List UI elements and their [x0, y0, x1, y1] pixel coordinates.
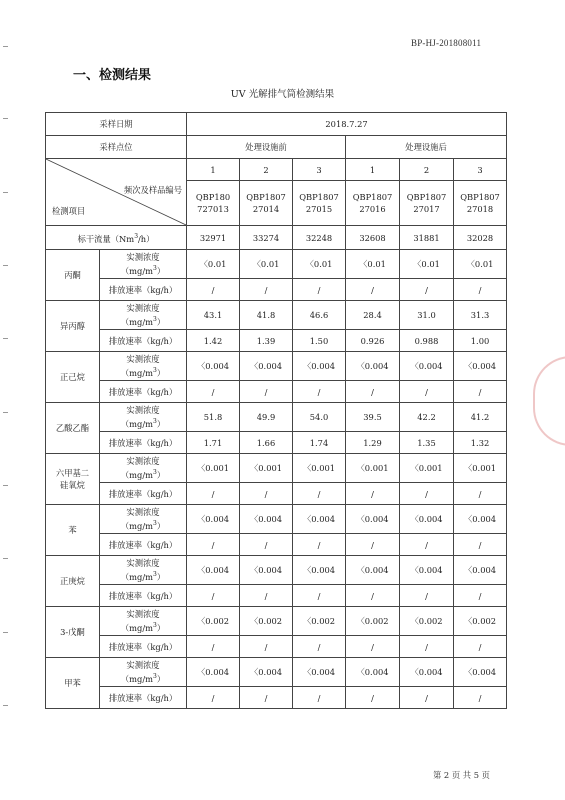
seal-stamp	[533, 356, 565, 446]
conc-label	[100, 352, 187, 381]
sampling-point-row	[46, 136, 507, 159]
table-title: UV 光解排气筒检测结果	[230, 89, 335, 100]
item-name	[46, 403, 100, 454]
conc-value: 51.8	[187, 403, 240, 432]
rate-value: /	[346, 636, 400, 658]
sampling-date-value: 2018.7.27	[187, 113, 507, 136]
conc-unit-sup: 3	[153, 469, 157, 477]
conc-value: 〈0.004	[454, 658, 507, 687]
rate-value: /	[293, 585, 346, 607]
conc-value: 〈0.004	[454, 352, 507, 381]
sampling-point-label: 采样点位	[46, 136, 187, 159]
conc-value: 〈0.01	[454, 250, 507, 279]
conc-value: 〈0.004	[346, 505, 400, 534]
conc-value: 〈0.002	[346, 607, 400, 636]
rate-value: /	[293, 279, 346, 301]
rate-label: 排放速率（kg/h）	[100, 432, 187, 454]
item-rate-row	[46, 534, 507, 556]
rate-value: /	[400, 687, 454, 709]
rate-value: /	[454, 585, 507, 607]
conc-unit: （mg/m	[120, 673, 153, 684]
conc-unit-sup: 3	[153, 418, 157, 426]
conc-value: 〈0.004	[293, 658, 346, 687]
item-rate-row	[46, 687, 507, 709]
conc-label-line2	[100, 467, 186, 481]
conc-label-line2	[100, 416, 186, 430]
rate-value: 0.988	[400, 330, 454, 352]
rate-value: /	[454, 483, 507, 505]
conc-value: 〈0.001	[187, 454, 240, 483]
rate-value: 1.66	[240, 432, 293, 454]
conc-value: 〈0.004	[187, 352, 240, 381]
conc-unit-sup: 3	[153, 265, 157, 273]
flow-value: 32608	[346, 226, 400, 250]
conc-label-line2	[100, 569, 186, 583]
item-rate-row	[46, 585, 507, 607]
conc-value: 〈0.001	[240, 454, 293, 483]
frequency-cell: 1	[187, 159, 240, 181]
conc-label	[100, 505, 187, 534]
item-conc-row	[46, 505, 507, 534]
conc-value: 〈0.004	[187, 505, 240, 534]
conc-value: 46.6	[293, 301, 346, 330]
item-name	[46, 607, 100, 658]
sample-id-line: QBP180	[195, 192, 231, 203]
item-conc-row	[46, 454, 507, 483]
rate-value: /	[293, 534, 346, 556]
conc-value: 39.5	[346, 403, 400, 432]
rate-value: /	[454, 687, 507, 709]
rate-value: /	[293, 483, 346, 505]
results-table	[45, 112, 507, 709]
conc-value: 41.8	[240, 301, 293, 330]
rate-value: /	[346, 687, 400, 709]
flow-value: 32971	[187, 226, 240, 250]
margin-tick	[3, 705, 8, 706]
conc-label-line1: 实测浓度	[126, 456, 160, 467]
conc-value: 〈0.004	[293, 352, 346, 381]
sample-id-line: QBP1807	[460, 192, 500, 203]
item-name	[46, 556, 100, 607]
document-id: BP-HJ-201808011	[411, 38, 482, 48]
item-conc-row	[46, 301, 507, 330]
conc-label	[100, 556, 187, 585]
margin-tick	[3, 485, 8, 486]
rate-value: 0.926	[346, 330, 400, 352]
rate-value: /	[454, 534, 507, 556]
item-name-line: 3-戊酮	[60, 627, 85, 637]
conc-unit-end: ）	[156, 367, 166, 378]
rate-value: /	[240, 483, 293, 505]
sample-id-cell	[346, 181, 400, 226]
item-name-line: 硅氧烷	[60, 480, 85, 490]
conc-unit-sup: 3	[153, 316, 157, 324]
conc-value: 〈0.004	[187, 556, 240, 585]
rate-value: /	[187, 381, 240, 403]
margin-tick	[3, 192, 8, 193]
conc-value: 31.0	[400, 301, 454, 330]
header-diagonal-cell	[46, 159, 187, 226]
item-name	[46, 250, 100, 301]
conc-value: 〈0.01	[240, 250, 293, 279]
conc-label-line1: 实测浓度	[126, 507, 160, 518]
conc-value: 〈0.002	[400, 607, 454, 636]
rate-value: /	[293, 636, 346, 658]
conc-value: 〈0.004	[240, 556, 293, 585]
rate-value: 1.35	[400, 432, 454, 454]
rate-label: 排放速率（kg/h）	[100, 636, 187, 658]
rate-value: /	[454, 279, 507, 301]
rate-label: 排放速率（kg/h）	[100, 534, 187, 556]
item-conc-row	[46, 607, 507, 636]
item-name-line: 正庚烷	[60, 576, 85, 586]
conc-value: 〈0.004	[346, 556, 400, 585]
item-name	[46, 658, 100, 709]
flow-label-sup: 3	[134, 232, 139, 240]
rate-value: /	[240, 279, 293, 301]
sample-id-line: QBP1807	[352, 192, 393, 203]
conc-value: 〈0.004	[346, 352, 400, 381]
conc-label-line2	[100, 671, 186, 685]
section-title: 一、检测结果	[73, 68, 152, 83]
conc-value: 〈0.002	[240, 607, 293, 636]
conc-label	[100, 403, 187, 432]
sample-id-cell	[240, 181, 293, 226]
item-name-line: 甲苯	[64, 678, 81, 688]
rate-label: 排放速率（kg/h）	[100, 483, 187, 505]
conc-value: 〈0.004	[240, 352, 293, 381]
flow-value: 32028	[454, 226, 507, 250]
item-rate-row	[46, 636, 507, 658]
sample-id-line: QBP1807	[299, 192, 339, 203]
rate-value: /	[400, 279, 454, 301]
conc-unit-end: ）	[156, 469, 166, 480]
rate-value: 1.74	[293, 432, 346, 454]
flow-value: 33274	[240, 226, 293, 250]
frequency-cell: 3	[454, 159, 507, 181]
conc-label-line2	[100, 620, 186, 634]
conc-value: 〈0.002	[293, 607, 346, 636]
rate-value: /	[346, 483, 400, 505]
conc-label	[100, 607, 187, 636]
margin-tick	[3, 46, 8, 47]
conc-unit: （mg/m	[120, 418, 153, 429]
rate-value: 1.39	[240, 330, 293, 352]
flow-row	[46, 226, 507, 250]
rate-value: /	[346, 534, 400, 556]
conc-unit: （mg/m	[120, 316, 153, 327]
rate-value: /	[187, 636, 240, 658]
sample-id-line: 27014	[252, 204, 280, 215]
rate-value: /	[187, 483, 240, 505]
margin-tick	[3, 338, 8, 339]
flow-value: 31881	[400, 226, 454, 250]
rate-value: /	[400, 483, 454, 505]
item-name	[46, 505, 100, 556]
conc-value: 41.2	[454, 403, 507, 432]
rate-value: 1.42	[187, 330, 240, 352]
conc-value: 〈0.004	[454, 505, 507, 534]
sample-id-line: 27018	[466, 204, 494, 215]
item-conc-row	[46, 250, 507, 279]
conc-value: 54.0	[293, 403, 346, 432]
item-rate-row	[46, 432, 507, 454]
margin-tick	[3, 118, 8, 119]
rate-value: /	[346, 585, 400, 607]
item-conc-row	[46, 352, 507, 381]
rate-value: /	[346, 279, 400, 301]
conc-value: 〈0.004	[240, 658, 293, 687]
rate-value: /	[400, 585, 454, 607]
flow-value: 32248	[293, 226, 346, 250]
rate-value: /	[187, 534, 240, 556]
item-rate-row	[46, 279, 507, 301]
conc-label-line2	[100, 365, 186, 379]
sample-id-cell	[400, 181, 454, 226]
conc-value: 〈0.004	[346, 658, 400, 687]
item-name-line: 正己烷	[60, 372, 85, 382]
item-name-line: 丙酮	[64, 270, 81, 280]
frequency-cell: 3	[293, 159, 346, 181]
rate-value: 1.71	[187, 432, 240, 454]
item-name-line: 六甲基二	[55, 468, 90, 478]
conc-value: 31.3	[454, 301, 507, 330]
conc-value: 〈0.004	[400, 658, 454, 687]
frequency-cell: 2	[400, 159, 454, 181]
rate-value: /	[400, 534, 454, 556]
conc-label-line1: 实测浓度	[126, 252, 160, 263]
conc-value: 〈0.001	[400, 454, 454, 483]
rate-label: 排放速率（kg/h）	[100, 381, 187, 403]
rate-value: /	[187, 585, 240, 607]
rate-value: /	[240, 585, 293, 607]
flow-label-text: 标干流量（Nm	[77, 233, 135, 244]
item-name	[46, 301, 100, 352]
conc-unit-sup: 3	[153, 571, 157, 579]
sampling-date-label: 采样日期	[46, 113, 187, 136]
sample-id-cell	[187, 181, 240, 226]
conc-unit-end: ）	[156, 418, 166, 429]
sample-id-line: 27017	[413, 204, 440, 215]
rate-value: 1.29	[346, 432, 400, 454]
rate-value: 1.50	[293, 330, 346, 352]
conc-unit-end: ）	[156, 673, 166, 684]
item-rate-row	[46, 381, 507, 403]
conc-value: 〈0.004	[240, 505, 293, 534]
conc-label-line1: 实测浓度	[126, 660, 160, 671]
conc-unit-sup: 3	[153, 367, 157, 375]
conc-value: 42.2	[400, 403, 454, 432]
conc-label	[100, 658, 187, 687]
conc-value: 〈0.004	[400, 556, 454, 585]
conc-value: 〈0.004	[400, 352, 454, 381]
item-rate-row	[46, 483, 507, 505]
conc-value: 〈0.004	[293, 556, 346, 585]
conc-value: 〈0.004	[293, 505, 346, 534]
conc-value: 〈0.001	[346, 454, 400, 483]
item-rate-row	[46, 330, 507, 352]
conc-label-line1: 实测浓度	[126, 609, 160, 620]
item-conc-row	[46, 403, 507, 432]
conc-value: 49.9	[240, 403, 293, 432]
rate-value: /	[240, 636, 293, 658]
item-conc-row	[46, 658, 507, 687]
conc-value: 〈0.01	[400, 250, 454, 279]
conc-value: 〈0.004	[187, 658, 240, 687]
conc-unit: （mg/m	[120, 367, 153, 378]
margin-tick	[3, 632, 8, 633]
item-name-line: 乙酸乙酯	[55, 423, 90, 433]
rate-value: /	[293, 687, 346, 709]
rate-label: 排放速率（kg/h）	[100, 585, 187, 607]
results-table-body	[46, 113, 507, 709]
conc-value: 〈0.004	[454, 556, 507, 585]
frequency-cell: 1	[346, 159, 400, 181]
flow-label	[46, 226, 187, 250]
sample-id-line: 727013	[197, 204, 229, 215]
conc-label	[100, 454, 187, 483]
conc-label-line2	[100, 518, 186, 532]
conc-label-line1: 实测浓度	[126, 303, 160, 314]
conc-label-line1: 实测浓度	[126, 558, 160, 569]
item-name	[46, 454, 100, 505]
conc-unit-end: ）	[156, 265, 166, 276]
conc-value: 〈0.004	[400, 505, 454, 534]
conc-value: 〈0.002	[187, 607, 240, 636]
item-name-line: 异丙醇	[60, 321, 85, 331]
conc-unit: （mg/m	[120, 520, 153, 531]
conc-unit-sup: 3	[153, 520, 157, 528]
sample-id-line: 27016	[359, 204, 386, 215]
conc-unit-end: ）	[156, 316, 166, 327]
sample-id-line: 27015	[305, 204, 333, 215]
frequency-cell: 2	[240, 159, 293, 181]
sample-id-line: QBP1807	[246, 192, 286, 203]
rate-value: /	[240, 687, 293, 709]
frequency-row	[46, 159, 507, 181]
conc-value: 〈0.01	[293, 250, 346, 279]
sample-id-cell	[293, 181, 346, 226]
rate-label: 排放速率（kg/h）	[100, 279, 187, 301]
sample-id-line: QBP1807	[406, 192, 447, 203]
point-before: 处理设施前	[187, 136, 346, 159]
rate-value: 1.00	[454, 330, 507, 352]
conc-value: 〈0.001	[454, 454, 507, 483]
rate-label: 排放速率（kg/h）	[100, 687, 187, 709]
rate-value: /	[400, 636, 454, 658]
conc-value: 28.4	[346, 301, 400, 330]
conc-unit-end: ）	[156, 622, 166, 633]
flow-label-end: /h）	[138, 233, 155, 244]
rate-value: /	[240, 381, 293, 403]
margin-tick	[3, 558, 8, 559]
header-freq-label: 频次及样品编号	[123, 185, 183, 195]
sampling-date-row	[46, 113, 507, 136]
conc-value: 〈0.002	[454, 607, 507, 636]
rate-value: /	[454, 636, 507, 658]
item-name	[46, 352, 100, 403]
point-after: 处理设施后	[346, 136, 507, 159]
header-item-label: 检测项目	[52, 206, 86, 216]
margin-tick	[3, 265, 8, 266]
margin-tick	[3, 412, 8, 413]
rate-value: /	[400, 381, 454, 403]
conc-unit: （mg/m	[120, 622, 153, 633]
rate-value: /	[240, 534, 293, 556]
conc-unit: （mg/m	[120, 469, 153, 480]
conc-unit: （mg/m	[120, 571, 153, 582]
rate-value: /	[293, 381, 346, 403]
sample-id-cell	[454, 181, 507, 226]
conc-value: 〈0.001	[293, 454, 346, 483]
conc-value: 43.1	[187, 301, 240, 330]
rate-value: /	[454, 381, 507, 403]
item-conc-row	[46, 556, 507, 585]
conc-unit-sup: 3	[153, 622, 157, 630]
conc-unit-sup: 3	[153, 673, 157, 681]
rate-value: /	[187, 279, 240, 301]
conc-label-line1: 实测浓度	[126, 354, 160, 365]
page-number: 第 2 页 共 5 页	[433, 770, 490, 780]
conc-unit-end: ）	[156, 571, 166, 582]
item-name-line: 苯	[68, 525, 77, 535]
rate-value: 1.32	[454, 432, 507, 454]
conc-value: 〈0.01	[346, 250, 400, 279]
rate-label: 排放速率（kg/h）	[100, 330, 187, 352]
rate-value: /	[187, 687, 240, 709]
conc-value: 〈0.01	[187, 250, 240, 279]
conc-unit: （mg/m	[120, 265, 153, 276]
conc-label-line2	[100, 263, 186, 277]
conc-label-line1: 实测浓度	[126, 405, 160, 416]
conc-unit-end: ）	[156, 520, 166, 531]
conc-label	[100, 250, 187, 279]
rate-value: /	[346, 381, 400, 403]
conc-label-line2	[100, 314, 186, 328]
conc-label	[100, 301, 187, 330]
